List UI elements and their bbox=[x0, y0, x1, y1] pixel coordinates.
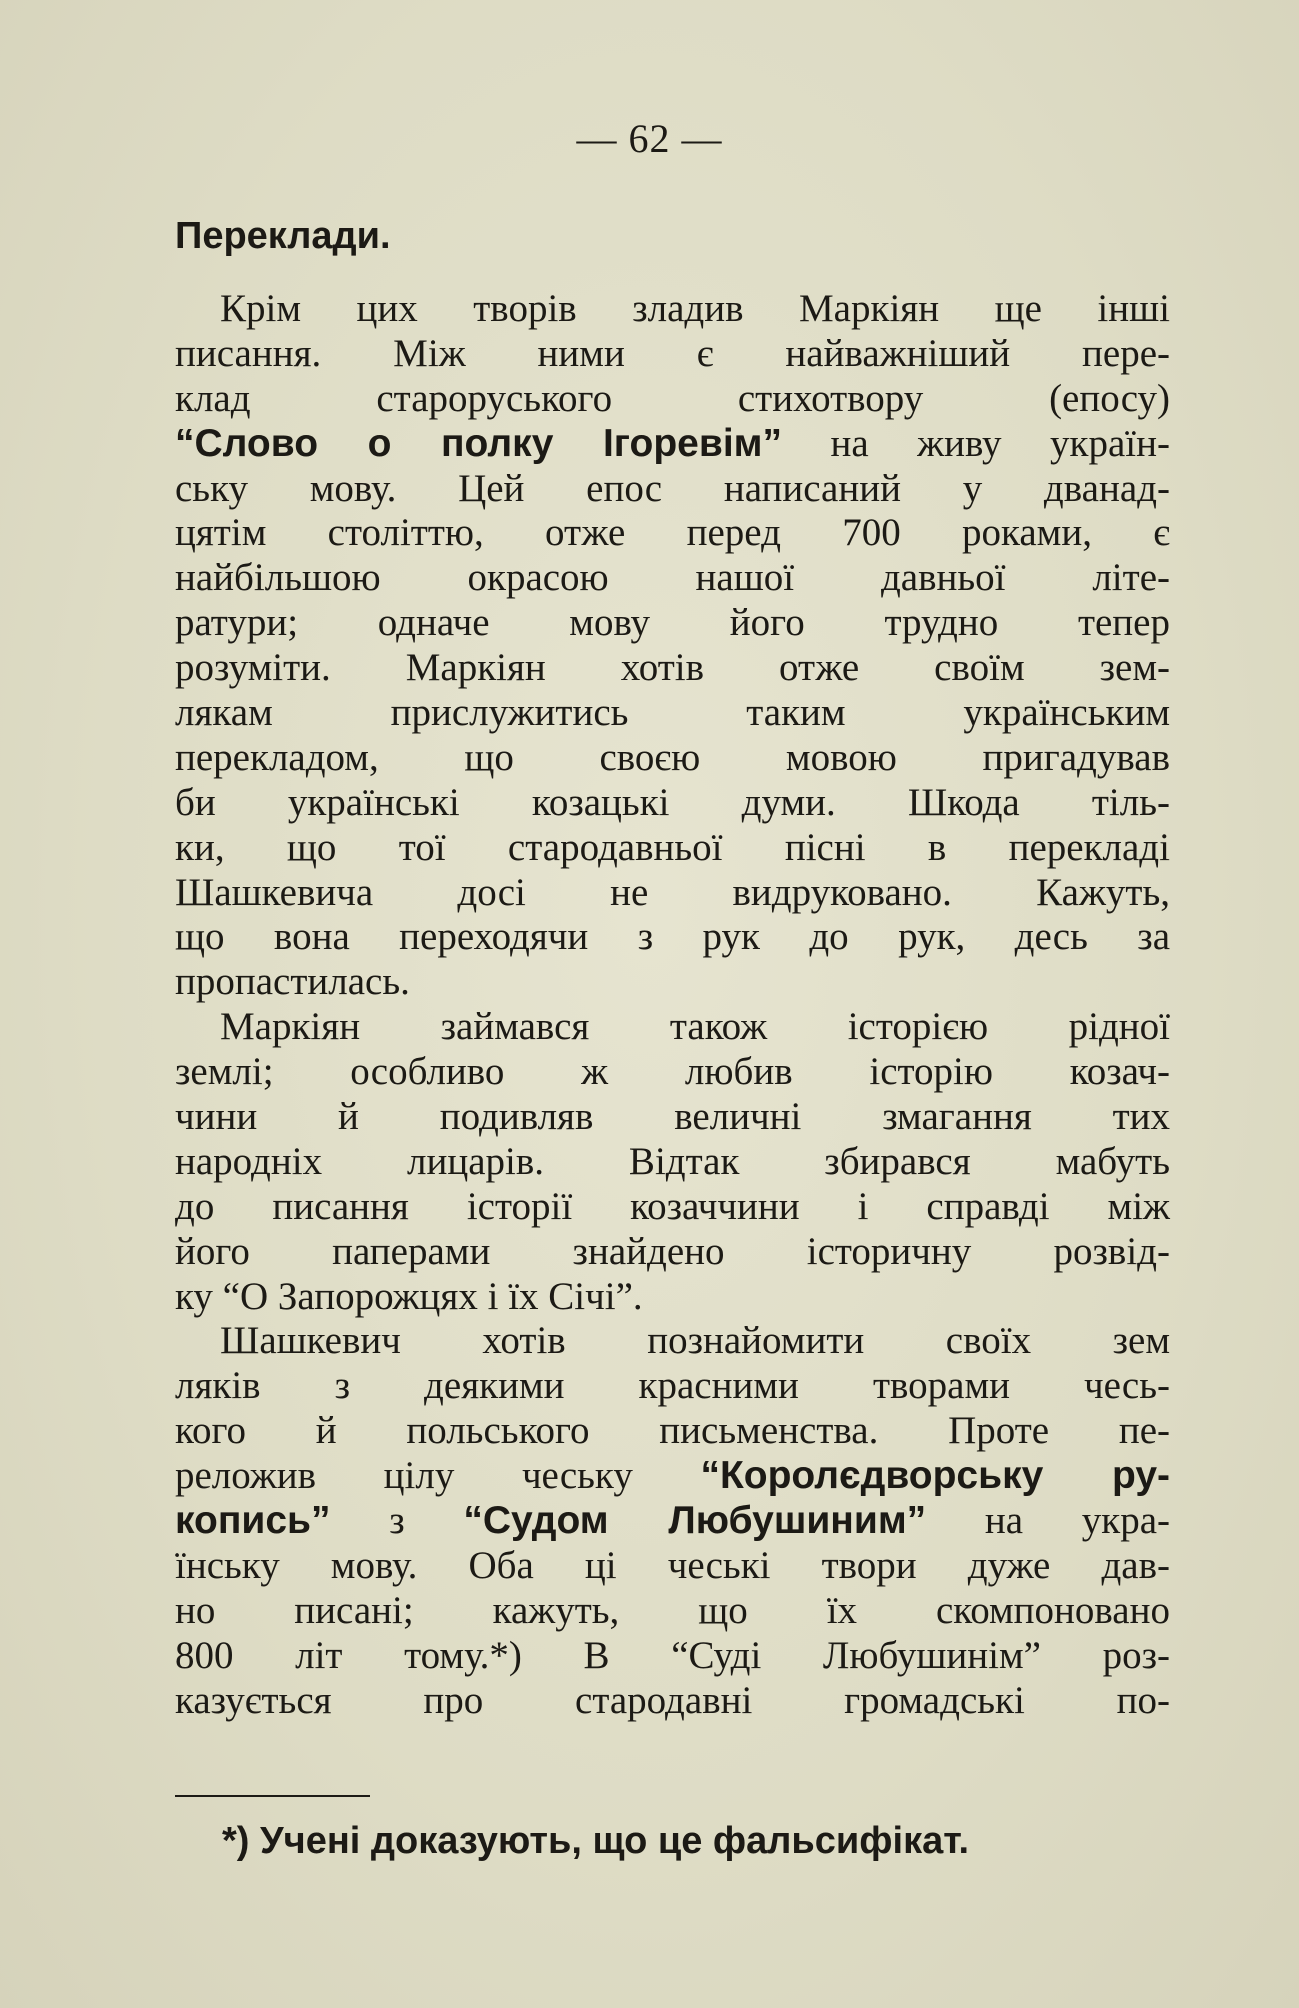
line-text: на укра- bbox=[926, 1499, 1170, 1543]
text-line bbox=[175, 467, 1170, 512]
text-line bbox=[175, 1140, 1170, 1185]
page-number: — 62 — bbox=[576, 116, 723, 161]
line-text: Крім цих творів зладив Маркіян ще інші bbox=[220, 287, 1170, 330]
text-line bbox=[175, 556, 1170, 601]
line-text: реложив цілу чеську bbox=[175, 1454, 701, 1498]
text-line bbox=[175, 287, 1170, 332]
text-line bbox=[175, 332, 1170, 377]
line-text: що вона переходячи з рук до рук, десь за bbox=[175, 915, 1170, 959]
text-line bbox=[175, 1275, 1170, 1320]
text-line bbox=[175, 1185, 1170, 1230]
line-text: Шашкевич хотів познайомити своїх зем bbox=[220, 1319, 1170, 1363]
text-line bbox=[175, 871, 1170, 916]
line-text: ську мову. Цей епос написаний у дванад- bbox=[175, 466, 1170, 510]
line-text: писання. Між ними є найважніший пере- bbox=[175, 331, 1170, 375]
text-line bbox=[175, 511, 1170, 556]
text-line bbox=[175, 1364, 1170, 1409]
bold-title: копись” bbox=[175, 1499, 331, 1543]
line-text: пропастилась. bbox=[175, 960, 410, 1004]
line-text: перекладом, що своєю мовою пригадував bbox=[175, 735, 1170, 779]
text-line bbox=[175, 736, 1170, 781]
line-text: до писання історії козаччини і справді між bbox=[175, 1184, 1170, 1228]
line-text: но писані; кажуть, що їх скомпоновано bbox=[175, 1588, 1170, 1632]
text-line bbox=[175, 960, 1170, 1005]
section-heading: Переклади. bbox=[175, 215, 391, 257]
text-line bbox=[175, 1005, 1170, 1050]
line-text: ку “О Запорожцях і їх Січі”. bbox=[175, 1274, 643, 1318]
line-text: їнську мову. Оба ці чеські твори дуже дав- bbox=[175, 1543, 1170, 1587]
text-line bbox=[175, 826, 1170, 871]
line-text: народніх лицарів. Відтак збирався мабуть bbox=[175, 1139, 1170, 1183]
text-line bbox=[175, 1589, 1170, 1634]
line-text: розуміти. Маркіян хотів отже своїм зем- bbox=[175, 646, 1170, 690]
text-line bbox=[175, 601, 1170, 646]
text-line bbox=[175, 781, 1170, 826]
bold-title: “Слово о полку Ігоревім” bbox=[175, 421, 783, 465]
text-line bbox=[175, 1319, 1170, 1364]
footnote: *) Учені доказують, що це фальсифікат. bbox=[222, 1820, 970, 1862]
text-line bbox=[175, 646, 1170, 691]
footnote-divider bbox=[175, 1795, 370, 1797]
line-text: з bbox=[330, 1499, 464, 1543]
line-text: казується про стародавні громадські по- bbox=[175, 1678, 1170, 1722]
line-text: цятім століттю, отже перед 700 роками, є bbox=[175, 511, 1170, 555]
line-text: би українські козацькі думи. Шкода тіль- bbox=[175, 780, 1170, 824]
line-text: чини й подивляв величні змагання тих bbox=[175, 1095, 1170, 1139]
bold-title: “Королєдворську ру- bbox=[700, 1454, 1170, 1498]
line-text: 800 літ тому.*) В “Суді Любушинім” роз- bbox=[175, 1633, 1170, 1677]
text-line bbox=[175, 1409, 1170, 1454]
text-line bbox=[175, 691, 1170, 736]
line-text: найбільшою окрасою нашої давньої літе- bbox=[175, 556, 1170, 600]
line-text: ки, що тої стародавньої пісні в перекладі bbox=[175, 825, 1170, 869]
text-line bbox=[175, 1499, 1170, 1544]
bold-title: “Судом Любушиним” bbox=[463, 1499, 927, 1543]
text-line bbox=[175, 1544, 1170, 1589]
line-text: його паперами знайдено історичну розвід- bbox=[175, 1229, 1170, 1273]
line-text: лякам прислужитись таким українським bbox=[175, 691, 1170, 735]
line-text: ратури; одначе мову його трудно тепер bbox=[175, 601, 1170, 645]
text-line bbox=[175, 1454, 1170, 1499]
line-text: клад староруського стихотвору (епосу) bbox=[175, 376, 1170, 420]
text-line bbox=[175, 1230, 1170, 1275]
text-line bbox=[175, 1095, 1170, 1140]
text-line bbox=[175, 377, 1170, 422]
line-text: Маркіян займався також історією рідної bbox=[220, 1005, 1170, 1049]
text-line bbox=[175, 1679, 1170, 1724]
line-text: на живу украïн- bbox=[782, 421, 1170, 465]
text-line bbox=[175, 915, 1170, 960]
line-text: кого й польського письменства. Проте пе- bbox=[175, 1409, 1170, 1453]
text-line bbox=[175, 1050, 1170, 1095]
text-line bbox=[175, 422, 1170, 467]
line-text: землі; особливо ж любив історію козач- bbox=[175, 1050, 1170, 1094]
line-text: ляків з деякими красними творами чесь- bbox=[175, 1364, 1170, 1408]
line-text: Шашкевича досі не видруковано. Кажуть, bbox=[175, 870, 1170, 914]
text-line bbox=[175, 1634, 1170, 1679]
body-text bbox=[175, 287, 1170, 1724]
